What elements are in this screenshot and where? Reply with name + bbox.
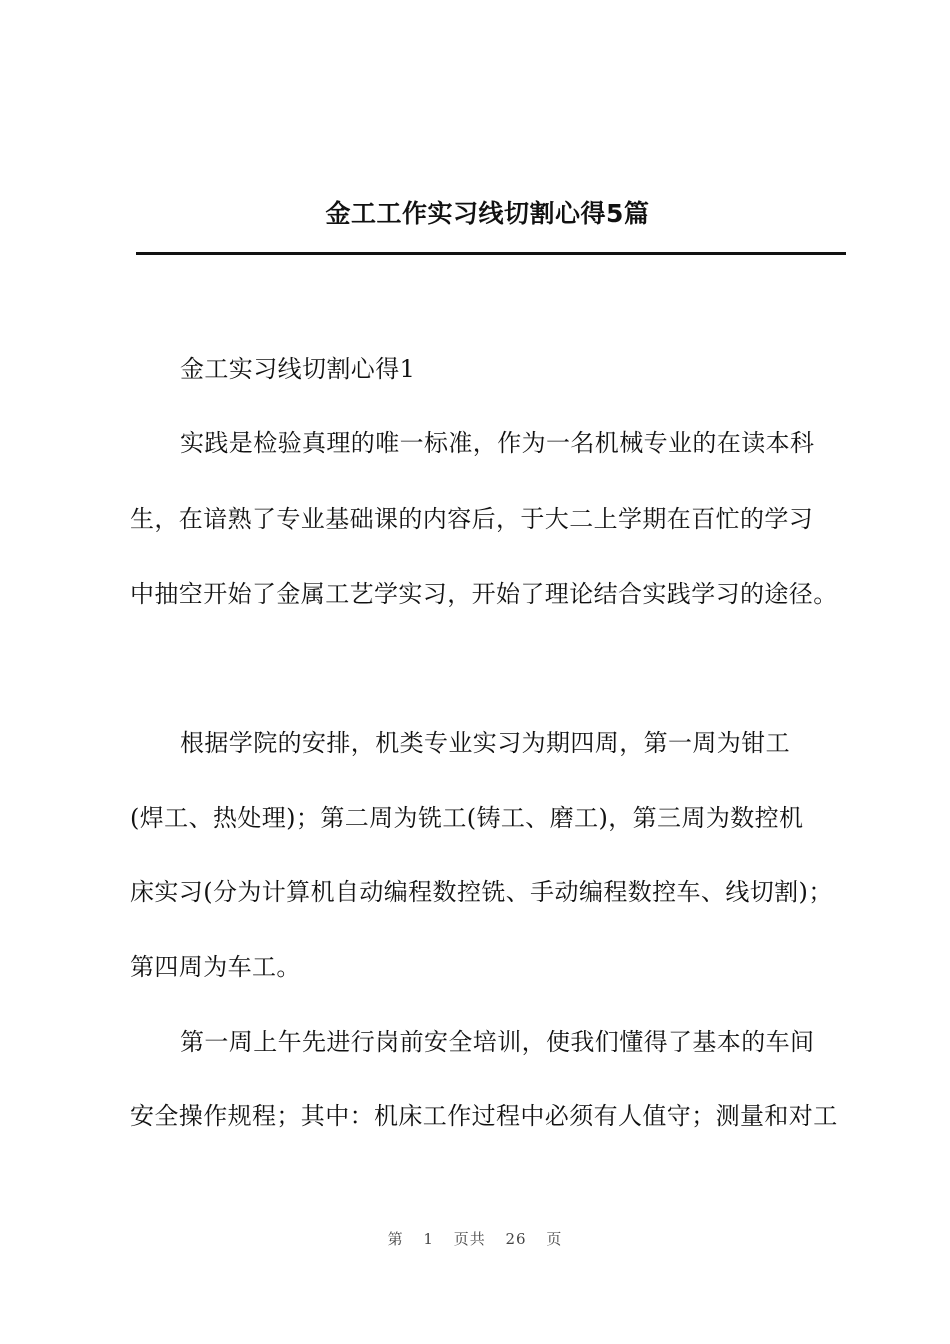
paragraph-line: (焊工、热处理)；第二周为铣工(铸工、磨工)，第三周为数控机 [130,804,804,832]
paragraph-line: 第四周为车工。 [130,953,301,981]
paragraph-line: 安全操作规程；其中：机床工作过程中必须有人值守；测量和对工 [130,1102,838,1130]
paragraph-line: 中抽空开始了金属工艺学实习，开始了理论结合实践学习的途径。 [130,580,838,608]
page-number-footer: 第 1 页共 26 页 [387,1230,563,1248]
paragraph-line: 实践是检验真理的唯一标准，作为一名机械专业的在读本科 [180,429,815,457]
section-heading: 金工实习线切割心得1 [180,355,416,383]
paragraph-line: 根据学院的安排，机类专业实习为期四周，第一周为钳工 [180,729,790,757]
document-title: 金工工作实习线切割心得5篇 [325,199,650,228]
paragraph-line: 第一周上午先进行岗前安全培训，使我们懂得了基本的车间 [180,1028,815,1056]
paragraph-line: 生，在谙熟了专业基础课的内容后，于大二上学期在百忙的学习 [130,505,814,533]
title-underline [136,252,846,255]
paragraph-line: 床实习(分为计算机自动编程数控铣、手动编程数控车、线切割)； [130,878,833,906]
